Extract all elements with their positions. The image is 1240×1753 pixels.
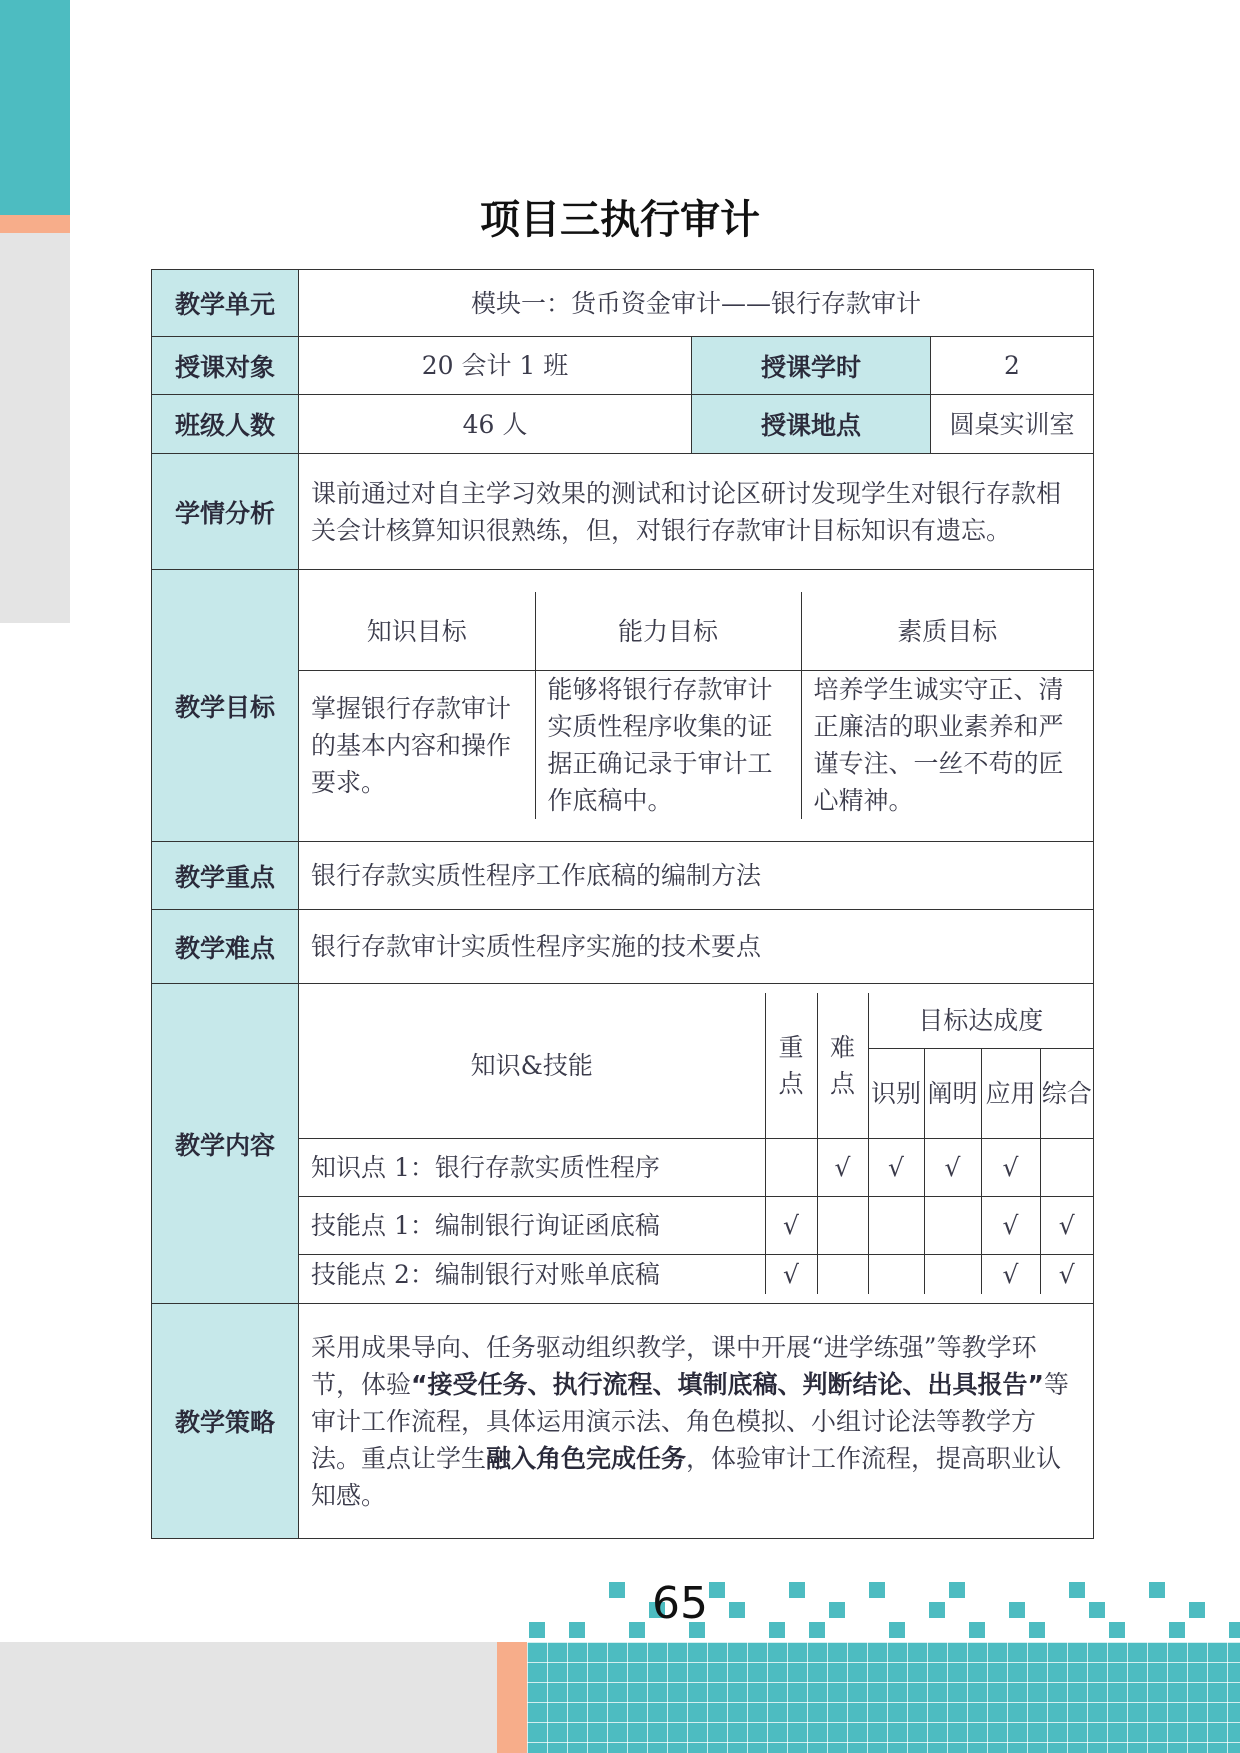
- label-location: 授课地点: [692, 395, 931, 454]
- check-mark: √: [765, 1197, 817, 1255]
- label-analysis: 学情分析: [152, 454, 299, 570]
- value-location: 圆桌实训室: [931, 395, 1094, 454]
- label-hours: 授课学时: [692, 337, 931, 395]
- page-number: 65: [652, 1578, 708, 1629]
- check-mark: √: [981, 1197, 1040, 1255]
- pixel-square: [1109, 1622, 1125, 1638]
- pixel-square: [929, 1602, 945, 1618]
- value-key-point: 银行存款实质性程序工作底稿的编制方法: [299, 842, 1094, 910]
- check-mark: [924, 1255, 981, 1295]
- label-teaching-unit: 教学单元: [152, 270, 299, 337]
- header-knowledge-skill: 知识&技能: [299, 993, 765, 1139]
- strategy-bold-1: “接受任务、执行流程、填制底稿、判断结论、出具报告”: [411, 1369, 1044, 1399]
- strategy-bold-2: 融入角色完成任务: [486, 1443, 687, 1473]
- header-goal-achievement: 目标达成度: [868, 993, 1093, 1049]
- label-key-point: 教学重点: [152, 842, 299, 910]
- row-teaching-unit: [152, 270, 1094, 337]
- check-mark: [924, 1197, 981, 1255]
- left-teal-bar: [0, 0, 70, 215]
- check-mark: √: [981, 1139, 1040, 1197]
- row-strategy: [152, 1304, 1094, 1539]
- check-mark: [868, 1255, 924, 1295]
- header-identify: 识别: [868, 1049, 924, 1139]
- value-analysis: 课前通过对自主学习效果的测试和讨论区研讨发现学生对银行存款相关会计核算知识很熟练，但，对银行存款审计目标知识有遗忘。: [299, 454, 1094, 570]
- content-item-name: 技能点 2：编制银行对账单底稿: [299, 1255, 765, 1295]
- page-title: 项目三执行审计: [480, 197, 760, 243]
- content-item-name: 知识点 1：银行存款实质性程序: [299, 1139, 765, 1197]
- goal-knowledge: 掌握银行存款审计的基本内容和操作要求。: [299, 671, 535, 820]
- label-target: 授课对象: [152, 337, 299, 395]
- header-hard: 难点: [817, 993, 868, 1139]
- pixel-square: [949, 1582, 965, 1598]
- pixel-square: [1229, 1622, 1240, 1638]
- check-mark: [765, 1139, 817, 1197]
- label-goals: 教学目标: [152, 570, 299, 842]
- check-mark: √: [817, 1139, 868, 1197]
- value-strategy: [299, 1304, 1094, 1539]
- value-class-size: 46 人: [299, 395, 692, 454]
- pixel-square: [829, 1602, 845, 1618]
- pixel-square: [1029, 1622, 1045, 1638]
- row-analysis: [152, 454, 1094, 570]
- label-difficulty: 教学难点: [152, 910, 299, 984]
- pixel-square: [529, 1622, 545, 1638]
- header-explain: 阐明: [924, 1049, 981, 1139]
- pixel-square: [789, 1582, 805, 1598]
- label-class-size: 班级人数: [152, 395, 299, 454]
- left-grey-bar: [0, 233, 70, 623]
- row-difficulty: [152, 910, 1094, 984]
- pixel-square: [1069, 1582, 1085, 1598]
- strategy-text-1: 采用成果导向、任务驱动组织教学，课中开展“进学练强”等教学环节，体验: [311, 1332, 1037, 1399]
- row-class-size: [152, 395, 1094, 454]
- value-teaching-unit: 模块一：货币资金审计——银行存款审计: [299, 270, 1094, 337]
- strategy-text-3: ，体验审计工作流程，提高职业认知感。: [311, 1443, 1062, 1510]
- value-hours: 2: [931, 337, 1094, 395]
- label-content: 教学内容: [152, 984, 299, 1304]
- content-row: [299, 1255, 1093, 1295]
- check-mark: √: [981, 1255, 1040, 1295]
- value-target: 20 会计 1 班: [299, 337, 692, 395]
- check-mark: √: [1040, 1197, 1093, 1255]
- bottom-orange-band: [497, 1642, 527, 1753]
- pixel-square: [769, 1622, 785, 1638]
- goals-table: [299, 592, 1093, 820]
- bottom-grey-band: [0, 1642, 500, 1753]
- goal-header-knowledge: 知识目标: [299, 592, 535, 671]
- content-table: [299, 993, 1093, 1295]
- pixel-square: [969, 1622, 985, 1638]
- goal-ability: 能够将银行存款审计实质性程序收集的证据正确记录于审计工作底稿中。: [535, 671, 801, 820]
- goal-header-quality: 素质目标: [801, 592, 1093, 671]
- content-row: [299, 1139, 1093, 1197]
- pixel-square: [1009, 1602, 1025, 1618]
- pixel-square: [1189, 1602, 1205, 1618]
- header-synthesize: 综合: [1040, 1049, 1093, 1139]
- row-key-point: [152, 842, 1094, 910]
- content-item-name: 技能点 1：编制银行询证函底稿: [299, 1197, 765, 1255]
- pixel-square: [1089, 1602, 1105, 1618]
- strategy-text-2: 等审计工作流程，具体运用演示法、角色模拟、小组讨论法等教学方法。重点让学生: [311, 1369, 1069, 1473]
- goal-quality: 培养学生诚实守正、清正廉洁的职业素养和严谨专注、一丝不苟的匠心精神。: [801, 671, 1093, 820]
- header-key: 重点: [765, 993, 817, 1139]
- pixel-square: [1149, 1582, 1165, 1598]
- grid-pattern: [527, 1642, 1240, 1753]
- pixel-square: [869, 1582, 885, 1598]
- value-difficulty: 银行存款审计实质性程序实施的技术要点: [299, 910, 1094, 984]
- label-strategy: 教学策略: [152, 1304, 299, 1539]
- check-mark: [1040, 1139, 1093, 1197]
- check-mark: √: [765, 1255, 817, 1295]
- pixel-square: [889, 1622, 905, 1638]
- header-apply: 应用: [981, 1049, 1040, 1139]
- goal-header-ability: 能力目标: [535, 592, 801, 671]
- pixel-square: [1169, 1622, 1185, 1638]
- check-mark: √: [1040, 1255, 1093, 1295]
- check-mark: [817, 1255, 868, 1295]
- pixel-square: [809, 1622, 825, 1638]
- check-mark: √: [924, 1139, 981, 1197]
- row-content: [152, 984, 1094, 1304]
- row-target: [152, 337, 1094, 395]
- lesson-plan-table: [151, 269, 1094, 1539]
- row-goals: [152, 570, 1094, 842]
- check-mark: √: [868, 1139, 924, 1197]
- pixel-square: [569, 1622, 585, 1638]
- check-mark: [868, 1197, 924, 1255]
- check-mark: [817, 1197, 868, 1255]
- content-row: [299, 1197, 1093, 1255]
